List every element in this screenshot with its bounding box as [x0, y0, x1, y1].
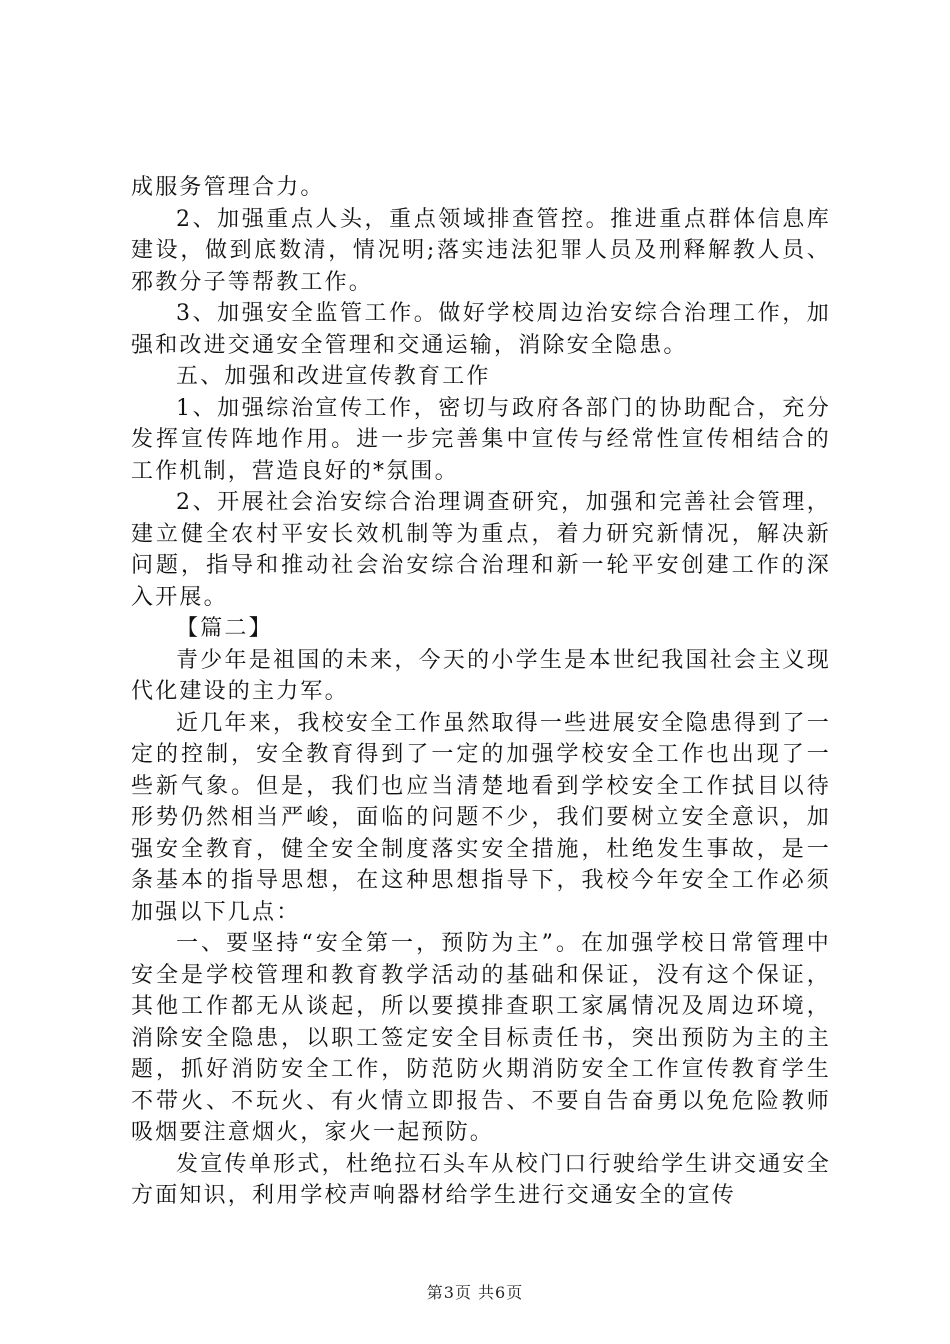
paragraph-2: 2、加强重点人头，重点领域排查管控。推进重点群体信息库建设，做到底数清，情况明;落实违法犯罪人员及刑释解教人员、邪教分子等帮教工作。 [131, 206, 831, 295]
document-body [131, 172, 831, 1212]
paragraph-6: 青少年是祖国的未来，今天的小学生是本世纪我国社会主义现代化建设的主力军。 [131, 647, 831, 704]
paragraph-5: 2、开展社会治安综合治理调查研究，加强和完善社会管理，建立健全农村平安长效机制等为重点，着力研究新情况，解决新问题，指导和推动社会治安综合治理和新一轮平安创建工作的深入开展。 [131, 490, 831, 610]
paragraph-3: 3、加强安全监管工作。做好学校周边治安综合治理工作，加强和改进交通安全管理和交通运输，消除安全隐患。 [131, 301, 831, 358]
paragraph-1: 成服务管理合力。 [131, 175, 325, 200]
paragraph-4: 1、加强综治宣传工作，密切与政府各部门的协助配合，充分发挥宣传阵地作用。进一步完善集中宣传与经常性宣传相结合的工作机制，营造良好的*氛围。 [131, 395, 831, 484]
page-number-footer: 第3页 共6页 [426, 1283, 524, 1302]
paragraph-8: 一、要坚持“安全第一，预防为主”。在加强学校日常管理中安全是学校管理和教育教学活动的基础和保证，没有这个保证，其他工作都无从谈起，所以要摸排查职工家属情况及周边环境，消除安全隐患，以职工签定安全目标责任书，突出预防为主的主题，抓好消防安全工作，防范防火期消防安全工作宣传教育学生不带火、不玩火、有火情立即报告、不要自告奋勇以免危险教师吸烟要注意烟火，家火一起预防。 [131, 931, 831, 1145]
section-heading-5: 五、加强和改进宣传教育工作 [176, 364, 491, 389]
paragraph-9: 发宣传单形式，杜绝拉石头车从校门口行驶给学生讲交通安全方面知识，利用学校声响器材给学生进行交通安全的宣传 [131, 1151, 831, 1208]
paragraph-7: 近几年来，我校安全工作虽然取得一些进展安全隐患得到了一定的控制，安全教育得到了一定的加强学校安全工作也出现了一些新气象。但是，我们也应当清楚地看到学校安全工作拭目以待形势仍然相当严峻，面临的问题不少，我们要树立安全意识，加强安全教育，健全安全制度落实安全措施，杜绝发生事故，是一条基本的指导思想，在这种思想指导下，我校今年安全工作必须加强以下几点： [131, 710, 831, 925]
section-heading-part-two: 【篇二】 [176, 616, 273, 641]
